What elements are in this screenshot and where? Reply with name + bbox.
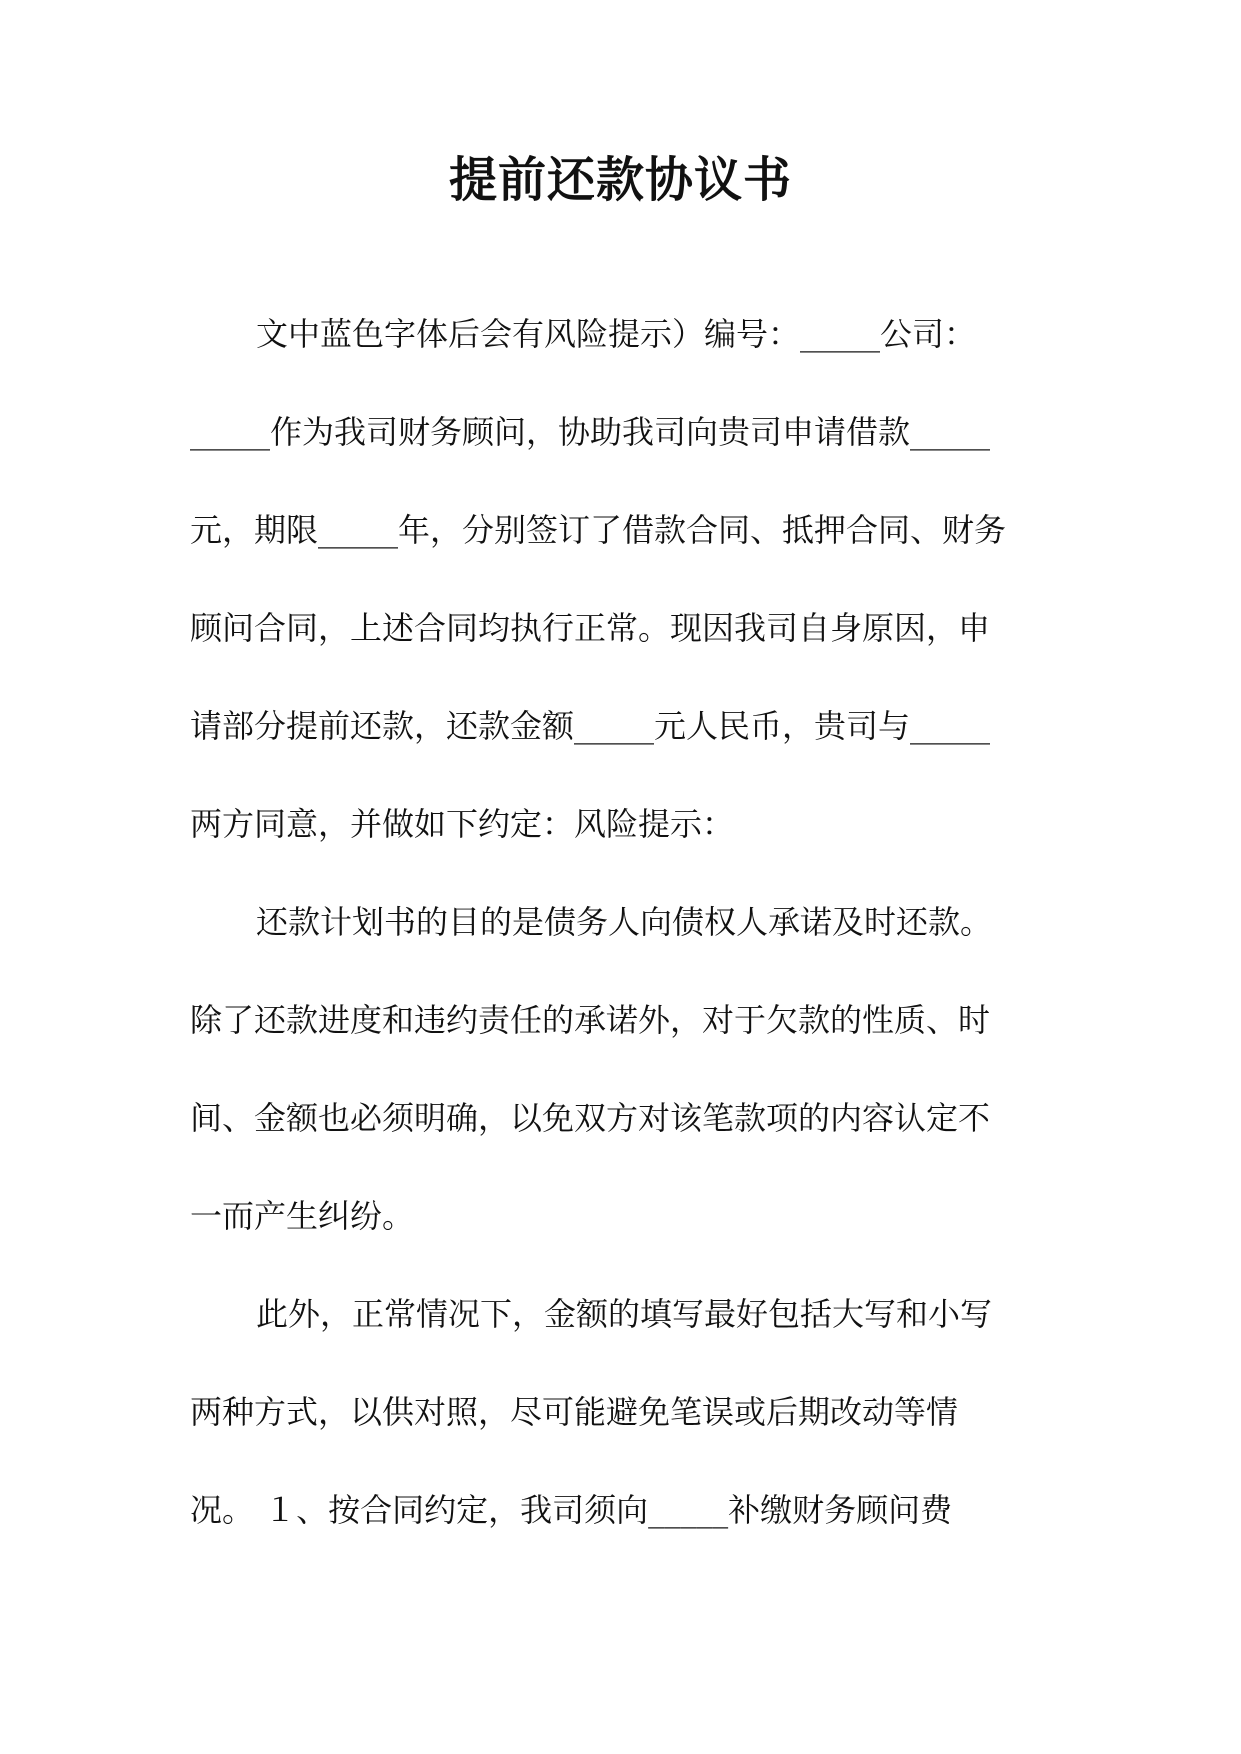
paragraph-2-line-4: 一而产生纠纷。	[190, 1197, 415, 1235]
paragraph-2-line-3: 间、金额也必须明确，以免双方对该笔款项的内容认定不	[190, 1099, 991, 1137]
paragraph-1-line-2: _____作为我司财务顾问，协助我司向贵司申请借款_____	[190, 413, 991, 451]
paragraph-1-line-3: 元，期限_____年，分别签订了借款合同、抵押合同、财务	[190, 511, 1007, 549]
paragraph-1-line-1: 文中蓝色字体后会有风险提示）编号：_____公司：	[256, 315, 977, 353]
paragraph-1-line-4: 顾问合同，上述合同均执行正常。现因我司自身原因，申	[190, 609, 991, 647]
paragraph-2-line-2: 除了还款进度和违约责任的承诺外，对于欠款的性质、时	[190, 1001, 991, 1039]
paragraph-1-line-5: 请部分提前还款，还款金额_____元人民币，贵司与_____	[190, 707, 991, 745]
document-title: 提前还款协议书	[448, 152, 792, 208]
paragraph-3-line-1: 此外，正常情况下，金额的填写最好包括大写和小写	[256, 1295, 993, 1333]
paragraph-3-line-2: 两种方式，以供对照，尽可能避免笔误或后期改动等情	[190, 1393, 959, 1431]
paragraph-3-line-3: 况。 １、按合同约定，我司须向_____补缴财务顾问费	[190, 1491, 953, 1529]
paragraph-1-line-6: 两方同意，并做如下约定：风险提示：	[190, 805, 735, 843]
paragraph-2-line-1: 还款计划书的目的是债务人向债权人承诺及时还款。	[256, 903, 993, 941]
